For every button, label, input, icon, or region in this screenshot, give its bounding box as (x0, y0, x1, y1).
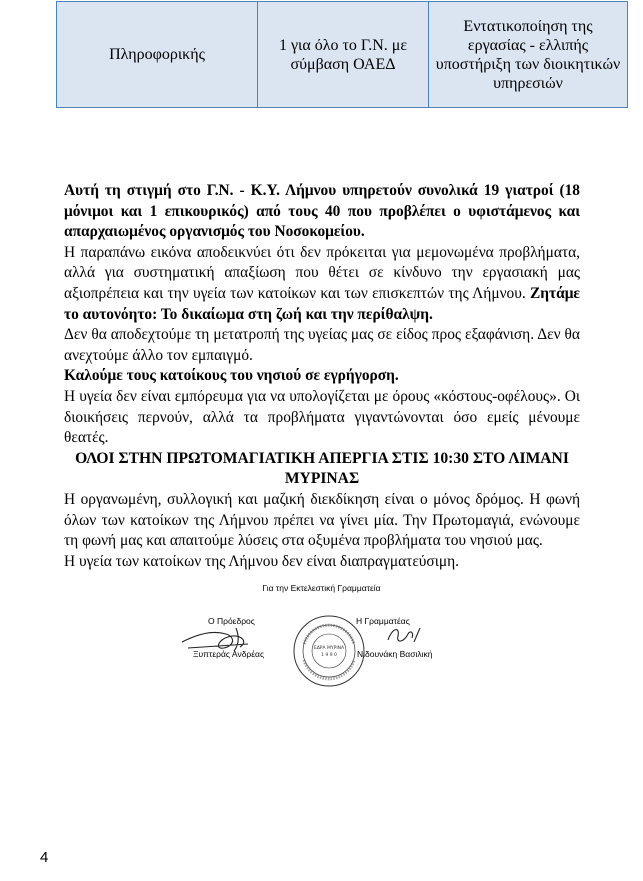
document-body (64, 181, 580, 572)
president-signature-icon (178, 620, 268, 654)
strike-heading: ΟΛΟΙ ΣΤΗΝ ΠΡΩΤΟΜΑΓΙΑΤΙΚΗ ΑΠΕΡΓΙΑ ΣΤΙΣ 10:30 ΣΤΟ ΛΙΜΑΝΙ ΜΥΡΙΝΑΣ (75, 449, 569, 488)
svg-text:1 9 9 0: 1 9 9 0 (321, 653, 337, 658)
paragraph-health: Η υγεία δεν είναι εμπόρευμα για να υπολογίζεται με όρους «κόστους-οφέλους». Οι διοικήσεις περνούν, αλλά τα προβλήματα γιγαντώνονται όσο εμείς μένουμε θεατές. (64, 387, 580, 447)
svg-text:ΕΔΡΑ ΜΥΡΙΝΑ: ΕΔΡΑ ΜΥΡΙΝΑ (313, 646, 345, 651)
table-row (57, 2, 628, 108)
paragraph-demand: Ζητάμε το αυτονόητο: Το δικαίωμα στη ζωή και την περίθαλψη. (64, 284, 580, 323)
staffing-table (56, 1, 628, 108)
secretary-role: Η Γραμματέας (356, 616, 410, 626)
president-role: Ο Πρόεδρος (208, 616, 255, 626)
paragraph-unity: Η οργανωμένη, συλλογική και μαζική διεκδίκηση είναι ο μόνος δρόμος. Η φωνή όλων των κατοίκων της Λήμνου πρέπει να γίνει μία. Την Πρωτομαγιά, ενώνουμε τη φωνή μας και απαιτούμε λύσεις στα οξυμένα προβλήματα του νησιού μας. (64, 490, 580, 550)
secretary-signature-icon (384, 622, 424, 648)
union-stamp-icon (292, 614, 366, 688)
paragraph-refusal: Δεν θα αποδεχτούμε τη μετατροπή της υγείας μας σε είδος προς εξαφάνιση. Δεν θα ανεχτούμε άλλο τον εμπαιγμό. (64, 326, 580, 364)
paragraph-closing: Η υγεία των κατοίκων της Λήμνου δεν είναι διαπραγματεύσιμη. (64, 552, 460, 570)
signature-title: Για την Εκτελεστική Γραμματεία (262, 583, 381, 593)
paragraph-call: Καλούμε τους κατοίκους του νησιού σε εγρήγορση. (64, 367, 399, 385)
paragraph-doctors: Αυτή τη στιγμή στο Γ.Ν. - Κ.Υ. Λήμνου υπηρετούν συνολικά 19 γιατροί (18 μόνιμοι και 1 επικουρικός) από τους 40 που προβλέπει ο υφιστάμενος και απαρχαιωμένος οργανισμός του Νοσοκομείου. (64, 182, 580, 241)
secretary-name: Νιδουνάκη Βασιλική (357, 649, 433, 659)
table-cell-problem: Εντατικοποίηση της εργασίας - ελλιπής υποστήριξη των διοικητικών υπηρεσιών (429, 2, 628, 108)
table-cell-staff: 1 για όλο το Γ.Ν. με σύμβαση ΟΑΕΔ (258, 2, 429, 108)
table-cell-department: Πληροφορικής (57, 2, 258, 108)
page-number: 4 (40, 849, 49, 866)
president-name: Ξυπτεράς Ανδρέας (193, 649, 265, 659)
paragraph-situation-text: Η παραπάνω εικόνα αποδεικνύει ότι δεν πρόκειται για μεμονωμένα προβλήματα, αλλά για συστηματική απαξίωση που θέτει σε κίνδυνο την εργασιακή μας αξιοπρέπεια και την υγεία των κατοίκων και των επισκεπτών της Λήμνου. (64, 243, 580, 302)
paragraph-situation (64, 243, 580, 325)
